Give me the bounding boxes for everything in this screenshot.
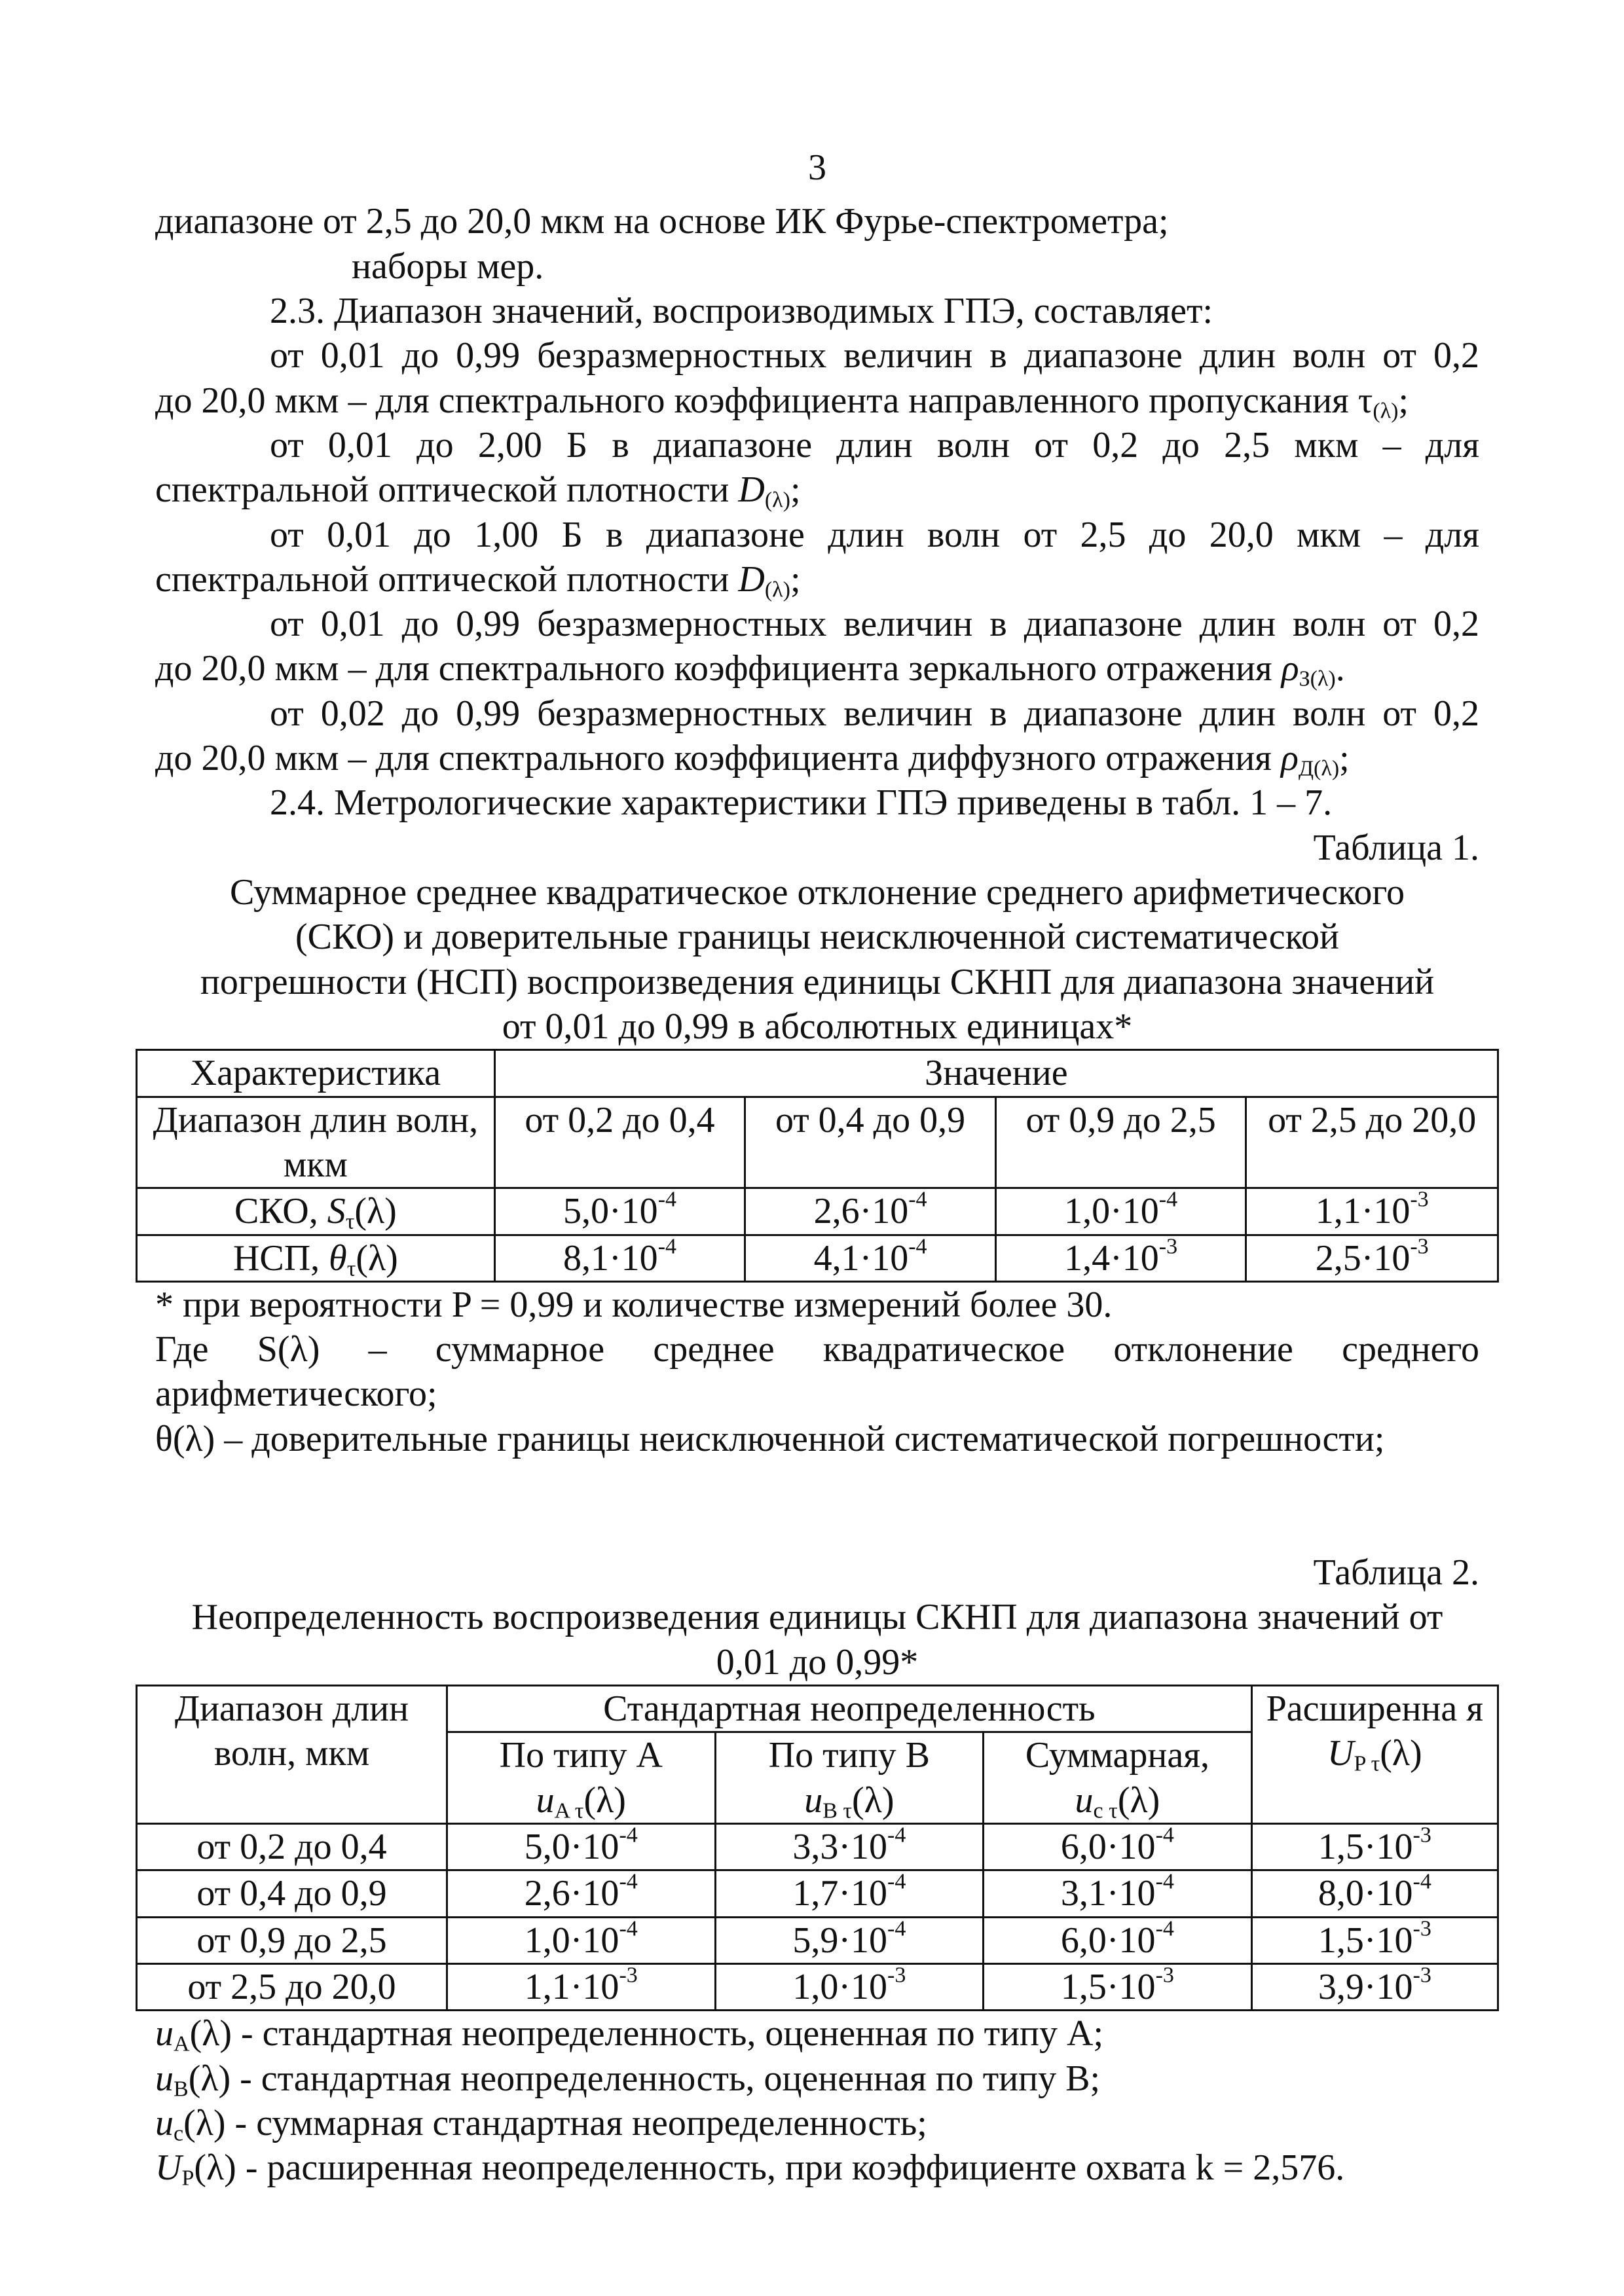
table-cell: $3,3\cdot 10^{-4}$: [715, 1823, 984, 1870]
table-cell: $5,0\cdot 10^{-4}$: [494, 1188, 745, 1235]
where-s-lead: Где S(λ) – суммарное среднее квадратическое отклонение среднего: [155, 1329, 1479, 1370]
range-item-cont: спектральной оптической плотности $D_{(\lambda)}$;: [155, 558, 801, 602]
table1-notes: [155, 1283, 1479, 1461]
table1-range-label: Диапазон длин волн, мкм: [137, 1097, 495, 1188]
intro-line-2: наборы мер.: [352, 246, 544, 287]
table-cell: $1,1\cdot 10^{-3}$: [447, 1963, 716, 2010]
table-cell: $1,0\cdot 10^{-3}$: [715, 1963, 984, 2010]
table2-range: от 0,4 до 0,9: [137, 1870, 447, 1917]
table1-head-characteristic: Характеристика: [137, 1050, 495, 1097]
table-cell: $5,9\cdot 10^{-4}$: [715, 1917, 984, 1963]
table-cell: $5,0\cdot 10^{-4}$: [447, 1823, 716, 1870]
table1-range: от 2,5 до 20,0: [1246, 1097, 1498, 1188]
section-2-3-heading: 2.3. Диапазон значений, воспроизводимых ГПЭ, составляет:: [270, 290, 1213, 331]
table2-subhead: По типу В $u_{B \tau}(\lambda)$: [715, 1732, 984, 1824]
table2-note: $U_P(\lambda)$ - расширенная неопределенность, при коэффициенте охвата k = 2,576.: [155, 2147, 1345, 2191]
table-row: [137, 1963, 1498, 2010]
table-row: [137, 1917, 1498, 1963]
table-cell: $3,1\cdot 10^{-4}$: [984, 1870, 1252, 1917]
table2-range: от 0,2 до 0,4: [137, 1823, 447, 1870]
table-row: [137, 1188, 1498, 1235]
table-cell: $1,7\cdot 10^{-4}$: [715, 1870, 984, 1917]
table-cell: $1,5\cdot 10^{-3}$: [984, 1963, 1252, 2010]
table1-row-name: СКО, $S_\tau(\lambda)$: [137, 1188, 495, 1235]
range-item: [155, 513, 1479, 602]
table-cell: $6,0\cdot 10^{-4}$: [984, 1917, 1252, 1963]
table-row: [137, 1050, 1498, 1097]
table2-note: $u_B(\lambda)$ - стандартная неопределенность, оцененная по типу В;: [155, 2058, 1101, 2101]
intro-line-1: диапазоне от 2,5 до 20,0 мкм на основе ИК Фурье-спектрометра;: [155, 201, 1169, 242]
table-cell: $1,5\cdot 10^{-3}$: [1251, 1823, 1498, 1870]
table-row: [137, 1823, 1498, 1870]
table2-label: Таблица 2.: [1313, 1552, 1479, 1594]
table1: [136, 1049, 1499, 1283]
page-number: 3: [808, 147, 826, 188]
table2-subhead: По типу А $u_{A \tau}(\lambda)$: [447, 1732, 716, 1824]
range-item: [155, 333, 1479, 423]
table2-notes: [155, 2011, 1479, 2190]
table-cell: $4,1\cdot 10^{-4}$: [745, 1235, 996, 1281]
table-cell: $1,0\cdot 10^{-4}$: [447, 1917, 716, 1963]
table-cell: $3,9\cdot 10^{-3}$: [1251, 1963, 1498, 2010]
range-item: [155, 691, 1479, 781]
section-2-4: 2.4. Метрологические характеристики ГПЭ приведены в табл. 1 – 7.: [270, 782, 1333, 824]
table-cell: $6,0\cdot 10^{-4}$: [984, 1823, 1252, 1870]
table-cell: $2,6\cdot 10^{-4}$: [447, 1870, 716, 1917]
table-row: [137, 1097, 1498, 1188]
table1-range: от 0,9 до 2,5: [995, 1097, 1246, 1188]
range-item-lead: от 0,01 до 0,99 безразмерностных величин в диапазоне длин волн от 0,2: [270, 335, 1479, 376]
table-row: [137, 1235, 1498, 1281]
table2-title: Неопределенность воспроизведения единицы СКНП для диапазона значений от 0,01 до 0,99*: [191, 1597, 1443, 1683]
document-page: [153, 145, 1484, 2191]
table2: [136, 1685, 1499, 2011]
range-item-lead: от 0,01 до 2,00 Б в диапазоне длин волн от 0,2 до 2,5 мкм – для: [270, 424, 1479, 465]
table1-range: от 0,4 до 0,9: [745, 1097, 996, 1188]
range-item: [155, 602, 1479, 691]
table2-range: от 2,5 до 20,0: [137, 1963, 447, 2010]
table2-head-range: Диапазон длин волн, мкм: [137, 1686, 447, 1824]
table-cell: $1,0\cdot 10^{-4}$: [995, 1188, 1246, 1235]
table-cell: $2,5\cdot 10^{-3}$: [1246, 1235, 1498, 1281]
table1-label: Таблица 1.: [1313, 827, 1479, 868]
table2-head-ext: Расширенна я $U_{P \tau}(\lambda)$: [1251, 1686, 1498, 1824]
range-item-lead: от 0,02 до 0,99 безразмерностных величин в диапазоне длин волн от 0,2: [270, 693, 1479, 734]
table-cell: $2,6\cdot 10^{-4}$: [745, 1188, 996, 1235]
table-cell: $1,4\cdot 10^{-3}$: [995, 1235, 1246, 1281]
table2-note: $u_A(\lambda)$ - стандартная неопределенность, оцененная по типу А;: [155, 2013, 1103, 2056]
table1-title: Суммарное среднее квадратическое отклонение среднего арифметического (СКО) и доверительные границы неисключенной систематической погрешности (НСП) воспроизведения единицы СКНП для диапазона значений от 0,01 до 0,99 в абсолютных единицах*: [200, 872, 1435, 1047]
table-row: [137, 1686, 1498, 1732]
range-item-cont: спектральной оптической плотности $D_{(\lambda)}$;: [155, 469, 801, 513]
table-row: [137, 1870, 1498, 1917]
table-cell: $8,1\cdot 10^{-4}$: [494, 1235, 745, 1281]
table1-row-name: НСП, $\theta_\tau(\lambda)$: [137, 1235, 495, 1281]
table1-footnote: * при вероятности P = 0,99 и количестве измерений более 30.: [155, 1284, 1113, 1325]
table-cell: $1,5\cdot 10^{-3}$: [1251, 1917, 1498, 1963]
where-theta: θ(λ) – доверительные границы неисключенной систематической погрешности;: [155, 1418, 1385, 1459]
range-item-cont: до 20,0 мкм – для спектрального коэффициента диффузного отражения $\rho_{Д(\lambda)}$;: [155, 738, 1350, 781]
range-item-cont: до 20,0 мкм – для спектрального коэффициента зеркального отражения $\rho_{З(\lambda)}$.: [155, 648, 1345, 691]
table1-range: от 0,2 до 0,4: [494, 1097, 745, 1188]
range-item-lead: от 0,01 до 1,00 Б в диапазоне длин волн от 2,5 до 20,0 мкм – для: [270, 514, 1479, 555]
table2-head-std: Стандартная неопределенность: [447, 1686, 1252, 1732]
table2-note: $u_c(\lambda)$ - суммарная стандартная неопределенность;: [155, 2102, 927, 2146]
table2-subhead: Суммарная, $u_{c \tau}(\lambda)$: [984, 1732, 1252, 1824]
table-cell: $8,0\cdot 10^{-4}$: [1251, 1870, 1498, 1917]
table1-head-value: Значение: [494, 1050, 1498, 1097]
range-item-lead: от 0,01 до 0,99 безразмерностных величин в диапазоне длин волн от 0,2: [270, 604, 1479, 645]
where-s-cont: арифметического;: [155, 1374, 437, 1415]
table-cell: $1,1\cdot 10^{-3}$: [1246, 1188, 1498, 1235]
range-item-cont: до 20,0 мкм – для спектрального коэффициента направленного пропускания $\tau_{(\lambda)}$;: [155, 380, 1409, 424]
table2-range: от 0,9 до 2,5: [137, 1917, 447, 1963]
range-item: [155, 423, 1479, 513]
